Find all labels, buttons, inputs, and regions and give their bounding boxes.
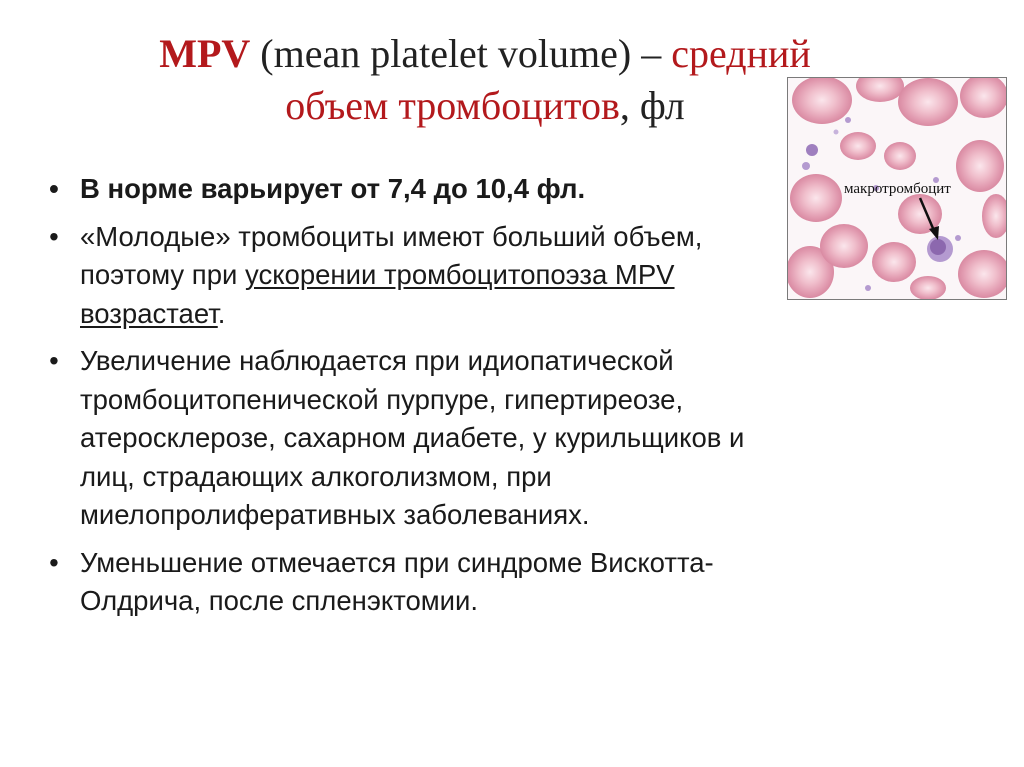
bullet-item [44,544,774,621]
bullet-text: Уменьшение отмечается при синдроме Вискотта-Олдрича, после спленэктомии. [80,546,714,616]
bullet-text: Увеличение наблюдается при идиопатической тромбоцитопенической пурпуре, гипертиреозе, атеросклерозе, сахарном диабете, у курильщиков и лиц, страдающих алкоголизмом, при миелопролиферативных заболеваниях. [80,345,745,530]
bullet-dot: • [49,345,59,376]
title-russian-part1: средний [671,31,811,76]
bullet-text: . [217,297,226,329]
title-english: (mean platelet volume) – [260,31,662,76]
bullet-dot: • [49,220,59,252]
title-abbreviation: MPV [159,31,251,76]
title-russian-part2: объем тромбоцитов [285,83,620,128]
bullet-text: В норме варьирует от 7,4 до 10,4 фл. [80,173,586,204]
bullet-item [44,170,774,209]
bullet-underlined-text: ускорении тромбоцитопоэза MPV возрастает [80,259,675,329]
bullet-dot: • [49,546,59,578]
bullet-list [44,170,774,630]
macrothrombocyte-label: макротромбоцит [844,181,951,197]
title-unit: , фл [619,83,685,128]
bullet-dot: • [49,173,59,204]
blood-smear-micrograph [787,77,1007,300]
bullet-item [44,218,774,334]
bullet-text: «Молодые» тромбоциты имеют больший объем, поэтому при [80,220,703,290]
slide-title [60,28,910,132]
bullet-item [44,342,774,535]
